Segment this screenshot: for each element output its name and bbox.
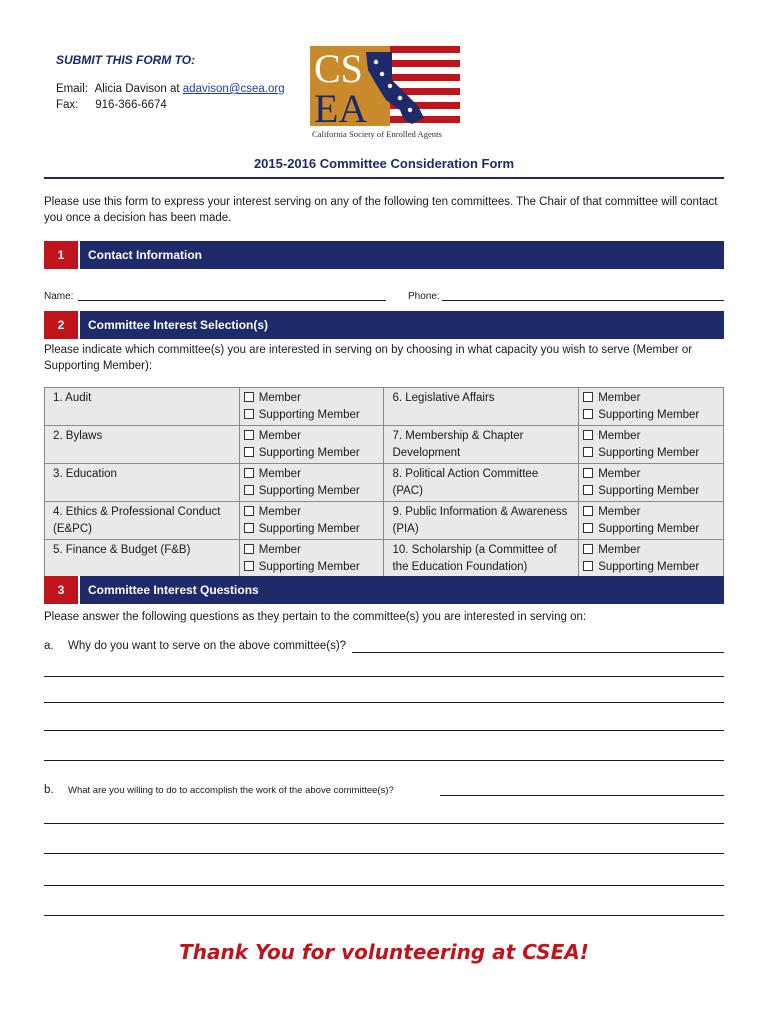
member-option[interactable] bbox=[583, 428, 715, 445]
checkbox-icon[interactable] bbox=[244, 430, 254, 440]
supporting-member-option[interactable] bbox=[583, 407, 715, 424]
member-option[interactable] bbox=[583, 390, 715, 407]
supporting-member-label: Supporting Member bbox=[258, 409, 360, 421]
fax-line bbox=[56, 99, 167, 111]
section-1-number: 1 bbox=[44, 241, 80, 269]
committee-options bbox=[579, 388, 724, 426]
table-row bbox=[45, 464, 724, 502]
intro-text: Please use this form to express your interest serving on any of the following ten committees. The Chair of that committee will contact you once a decision has been made. bbox=[44, 196, 718, 224]
checkbox-icon[interactable] bbox=[244, 447, 254, 457]
logo-text-ea: EA bbox=[314, 86, 368, 131]
checkbox-icon[interactable] bbox=[583, 447, 593, 457]
committee-options bbox=[239, 540, 384, 578]
logo-tagline: California Society of Enrolled Agents bbox=[312, 129, 442, 139]
member-option[interactable] bbox=[583, 466, 715, 483]
checkbox-icon[interactable] bbox=[583, 468, 593, 478]
table-row bbox=[45, 502, 724, 540]
committee-options bbox=[239, 426, 384, 464]
answer-a-line-2[interactable] bbox=[44, 702, 724, 703]
table-row bbox=[45, 426, 724, 464]
member-option[interactable] bbox=[583, 504, 715, 521]
member-label: Member bbox=[258, 430, 301, 442]
supporting-member-option[interactable] bbox=[583, 559, 715, 576]
answer-b-line-1[interactable] bbox=[44, 823, 724, 824]
question-a-marker: a. bbox=[44, 640, 54, 652]
checkbox-icon[interactable] bbox=[244, 409, 254, 419]
member-label: Member bbox=[598, 392, 641, 404]
committee-options bbox=[239, 502, 384, 540]
name-label: Name: bbox=[44, 291, 74, 302]
form-title: 2015-2016 Committee Consideration Form bbox=[253, 156, 515, 171]
member-option[interactable] bbox=[244, 542, 376, 559]
fax-number: 916-366-6674 bbox=[95, 99, 167, 111]
supporting-member-option[interactable] bbox=[244, 483, 376, 500]
answer-b-line-4[interactable] bbox=[44, 915, 724, 916]
email-label: Email: bbox=[56, 83, 88, 95]
supporting-member-label: Supporting Member bbox=[598, 485, 700, 497]
member-option[interactable] bbox=[244, 390, 376, 407]
email-contact-name: Alicia Davison at bbox=[94, 83, 180, 95]
supporting-member-option[interactable] bbox=[244, 445, 376, 462]
questions-instructions: Please answer the following questions as they pertain to the committee(s) you are interested in serving on: bbox=[44, 611, 587, 623]
question-b bbox=[44, 784, 394, 796]
committee-name: 9. Public Information & Awareness (PIA) bbox=[384, 502, 579, 540]
checkbox-icon[interactable] bbox=[244, 523, 254, 533]
question-b-text: What are you willing to do to accomplish the work of the above committee(s)? bbox=[68, 785, 394, 796]
answer-b-line-3[interactable] bbox=[44, 885, 724, 886]
supporting-member-label: Supporting Member bbox=[598, 561, 700, 573]
answer-b-line-2[interactable] bbox=[44, 853, 724, 854]
committee-name: 4. Ethics & Professional Conduct (E&PC) bbox=[45, 502, 240, 540]
committee-options bbox=[239, 388, 384, 426]
title-divider bbox=[44, 177, 724, 179]
checkbox-icon[interactable] bbox=[244, 468, 254, 478]
flag-stripes-icon bbox=[390, 46, 460, 126]
table-row bbox=[45, 540, 724, 578]
thank-you-message: Thank You for volunteering at CSEA! bbox=[179, 940, 589, 964]
supporting-member-label: Supporting Member bbox=[258, 447, 360, 459]
member-label: Member bbox=[258, 544, 301, 556]
answer-a-line-1[interactable] bbox=[44, 676, 724, 677]
committee-name: 5. Finance & Budget (F&B) bbox=[45, 540, 240, 578]
committee-options bbox=[239, 464, 384, 502]
committee-options bbox=[579, 426, 724, 464]
section-1-header bbox=[44, 241, 724, 269]
question-a-text: Why do you want to serve on the above committee(s)? bbox=[68, 640, 347, 652]
committee-instructions: Please indicate which committee(s) you are interested in serving on by choosing in what capacity you wish to serve (Member or Supporting Member): bbox=[44, 344, 693, 372]
checkbox-icon[interactable] bbox=[583, 506, 593, 516]
member-option[interactable] bbox=[244, 428, 376, 445]
committee-name: 10. Scholarship (a Committee of the Education Foundation) bbox=[384, 540, 579, 578]
table-row bbox=[45, 388, 724, 426]
committee-table bbox=[44, 387, 724, 578]
supporting-member-option[interactable] bbox=[244, 559, 376, 576]
member-label: Member bbox=[598, 430, 641, 442]
supporting-member-option[interactable] bbox=[583, 445, 715, 462]
section-3-number: 3 bbox=[44, 576, 80, 604]
committee-name: 3. Education bbox=[45, 464, 240, 502]
name-field[interactable] bbox=[78, 300, 386, 301]
checkbox-icon[interactable] bbox=[244, 561, 254, 571]
committee-name: 6. Legislative Affairs bbox=[384, 388, 579, 426]
member-label: Member bbox=[598, 544, 641, 556]
supporting-member-option[interactable] bbox=[244, 407, 376, 424]
phone-label: Phone: bbox=[408, 291, 440, 302]
checkbox-icon[interactable] bbox=[244, 544, 254, 554]
supporting-member-option[interactable] bbox=[583, 483, 715, 500]
supporting-member-option[interactable] bbox=[244, 521, 376, 538]
answer-a-inline[interactable] bbox=[352, 652, 724, 653]
question-b-marker: b. bbox=[44, 784, 54, 796]
csea-logo bbox=[308, 44, 464, 140]
csea-logo-graphic bbox=[308, 44, 464, 140]
committee-options bbox=[579, 540, 724, 578]
email-link[interactable]: adavison@csea.org bbox=[182, 83, 285, 95]
checkbox-icon[interactable] bbox=[244, 392, 254, 402]
supporting-member-label: Supporting Member bbox=[598, 523, 700, 535]
section-2-number: 2 bbox=[44, 311, 80, 339]
checkbox-icon[interactable] bbox=[244, 506, 254, 516]
checkbox-icon[interactable] bbox=[583, 392, 593, 402]
checkbox-icon[interactable] bbox=[583, 430, 593, 440]
committee-options bbox=[579, 502, 724, 540]
member-label: Member bbox=[598, 468, 641, 480]
answer-a-line-3[interactable] bbox=[44, 730, 724, 731]
answer-a-line-4[interactable] bbox=[44, 760, 724, 761]
section-2-header bbox=[44, 311, 724, 339]
submit-title: SUBMIT THIS FORM TO: bbox=[56, 53, 196, 67]
member-option[interactable] bbox=[583, 542, 715, 559]
supporting-member-label: Supporting Member bbox=[598, 447, 700, 459]
committee-name: 1. Audit bbox=[45, 388, 240, 426]
committee-options bbox=[579, 464, 724, 502]
checkbox-icon[interactable] bbox=[583, 485, 593, 495]
supporting-member-label: Supporting Member bbox=[258, 523, 360, 535]
section-3-title: Committee Interest Questions bbox=[88, 583, 259, 597]
committee-name: 2. Bylaws bbox=[45, 426, 240, 464]
logo-text-cs: CS bbox=[314, 46, 363, 91]
email-line bbox=[56, 83, 285, 95]
checkbox-icon[interactable] bbox=[244, 485, 254, 495]
section-2-title: Committee Interest Selection(s) bbox=[88, 318, 269, 332]
supporting-member-label: Supporting Member bbox=[258, 485, 360, 497]
member-label: Member bbox=[258, 506, 301, 518]
committee-name: 7. Membership & Chapter Development bbox=[384, 426, 579, 464]
answer-b-inline[interactable] bbox=[440, 795, 724, 796]
checkbox-icon[interactable] bbox=[583, 409, 593, 419]
checkbox-icon[interactable] bbox=[583, 561, 593, 571]
phone-field[interactable] bbox=[442, 300, 724, 301]
member-option[interactable] bbox=[244, 466, 376, 483]
fax-label: Fax: bbox=[56, 99, 79, 111]
supporting-member-label: Supporting Member bbox=[258, 561, 360, 573]
section-1-title: Contact Information bbox=[88, 248, 202, 262]
checkbox-icon[interactable] bbox=[583, 523, 593, 533]
supporting-member-option[interactable] bbox=[583, 521, 715, 538]
section-3-header bbox=[44, 576, 724, 604]
supporting-member-label: Supporting Member bbox=[598, 409, 700, 421]
checkbox-icon[interactable] bbox=[583, 544, 593, 554]
member-label: Member bbox=[258, 468, 301, 480]
committee-name: 8. Political Action Committee (PAC) bbox=[384, 464, 579, 502]
member-label: Member bbox=[258, 392, 301, 404]
question-a bbox=[44, 640, 346, 652]
member-option[interactable] bbox=[244, 504, 376, 521]
member-label: Member bbox=[598, 506, 641, 518]
